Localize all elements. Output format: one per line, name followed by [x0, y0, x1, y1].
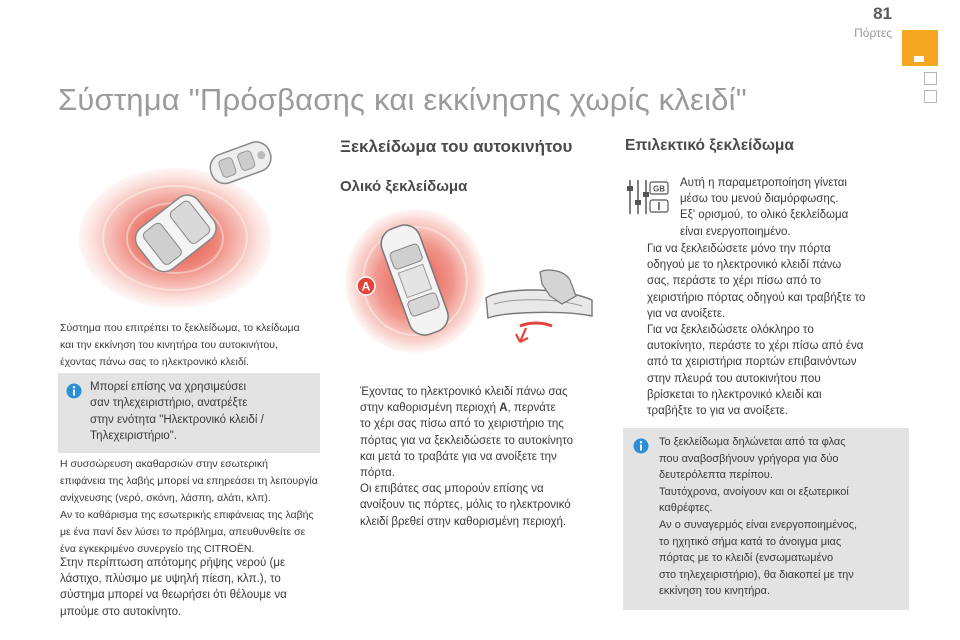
car-zones-illustration — [340, 206, 490, 356]
chapter-tab-active — [902, 30, 938, 66]
driver-door-unlock-step: Για να ξεκλειδώσετε μόνο την πόρτα οδηγού με το ηλεκτρονικό κλειδί πάνω σας, περάστε το χέρι πίσω από το χειριστήριο πόρτας οδηγού και τραβήξτε το για να ανοίξετε. — [647, 243, 866, 320]
selective-unlock-heading: Επιλεκτικό ξεκλείδωμα — [625, 137, 794, 154]
door-handle-illustration — [480, 266, 600, 352]
unlock-heading: Ξεκλείδωμα του αυτοκινήτου — [340, 137, 573, 156]
water-note: Στην περίπτωση απότομης ρήψης νερού (με λάστιχο, πλύσιμο με υψηλή πίεση, κλπ.), το σύστημα μπορεί να θεωρήσει ότι θέλουμε να μπούμε στο αυτοκίνητο. — [60, 557, 287, 618]
intro-text: Σύστημα που επιτρέπει το ξεκλείδωμα, το κλείδωμα και την εκκίνηση του κινητήρα του αυτοκινήτου, έχοντας πάνω σας το ηλεκτρονικό κλειδί. — [60, 322, 300, 368]
page-title: Σύστημα "Πρόσβασης και εκκίνησης χωρίς κλειδί" — [58, 82, 747, 117]
chapter-tab — [924, 72, 937, 85]
svg-text:GB: GB — [653, 184, 665, 194]
unlock-info-box: Το ξεκλείδωμα δηλώνεται από τα φλας που αναβοσβήνουν γρήγορα για δύο δευτερόλεπτα περίπου. Ταυτόχρονα, ανοίγουν και οι εξωτερικοί καθρέφτες. Αν ο συναγερμός είναι ενεργοποιημένος, το ηχητικό σήμα κατά το άνοιγμα μιας πόρτας με το κλειδί (ενσωματωμένο στο τηλεχειριστήριο), θα διακοπεί με την εκκίνηση του κινητήρα. — [623, 428, 909, 610]
info-icon — [66, 383, 82, 399]
chapter-tab — [924, 90, 937, 103]
config-note: Αυτή η παραμετροποίηση γίνεται μέσω του μενού διαμόρφωσης. Εξ' ορισμού, το ολικό ξεκλείδωμα είναι ενεργοποιημένο. — [680, 177, 849, 238]
section-name: Πόρτες — [854, 26, 892, 40]
zone-a-label: A — [361, 279, 371, 294]
page-number: 81 — [873, 4, 892, 23]
total-unlock-steps: Έχοντας το ηλεκτρονικό κλειδί πάνω σας στην καθορισμένη περιοχή A, περνάτε το χέρι σας πίσω από το χειριστήριο της πόρτας για να ξεκλειδώσετε το αυτοκίνητο και μετά το τραβάτε για να ανοίξετε την πόρτα. Οι επιβάτες σας μπορούν επίσης να ανοίξουν τις πόρτες, μόλις το ηλεκτρονικό κλειδί βρεθεί στην καθορισμένη περιοχή. — [360, 386, 574, 528]
car-key-zone-illustration — [70, 124, 310, 310]
settings-sliders-icon — [625, 176, 671, 218]
info-box: Μπορεί επίσης να χρησιμεύσει σαν τηλεχειριστήριο, ανατρέξτε στην ενότητα "Ηλεκτρονικό κλειδί / Τηλεχειριστήριο". — [58, 373, 320, 453]
info-icon — [633, 438, 649, 454]
full-unlock-step: Για να ξεκλειδώσετε ολόκληρο το αυτοκίνητο, περάστε το χέρι πίσω από ένα από τα χειριστήρια πορτών επιβαινόντων στην πλευρά του αυτοκινήτου που βρίσκεται το ηλεκτρονικό κλειδί και τραβήξτε το για να ανοίξετε. — [647, 324, 864, 418]
total-unlock-heading: Ολικό ξεκλείδωμα — [340, 178, 468, 195]
note-text: Η συσσώρευση ακαθαρσιών στην εσωτερική επιφάνεια της λαβής μπορεί να επηρεάσει τη λειτουργία ανίχνευσης (νερό, σκόνη, λάσπη, αλάτι, κλπ). Αν το καθάρισμα της εσωτερικής επιφάνειας της λαβής με ένα πανί δεν λύσει το πρόβλημα, απευθυνθείτε σε ένα εγκεκριμένο συνεργείο της CITROËN. — [60, 458, 318, 555]
